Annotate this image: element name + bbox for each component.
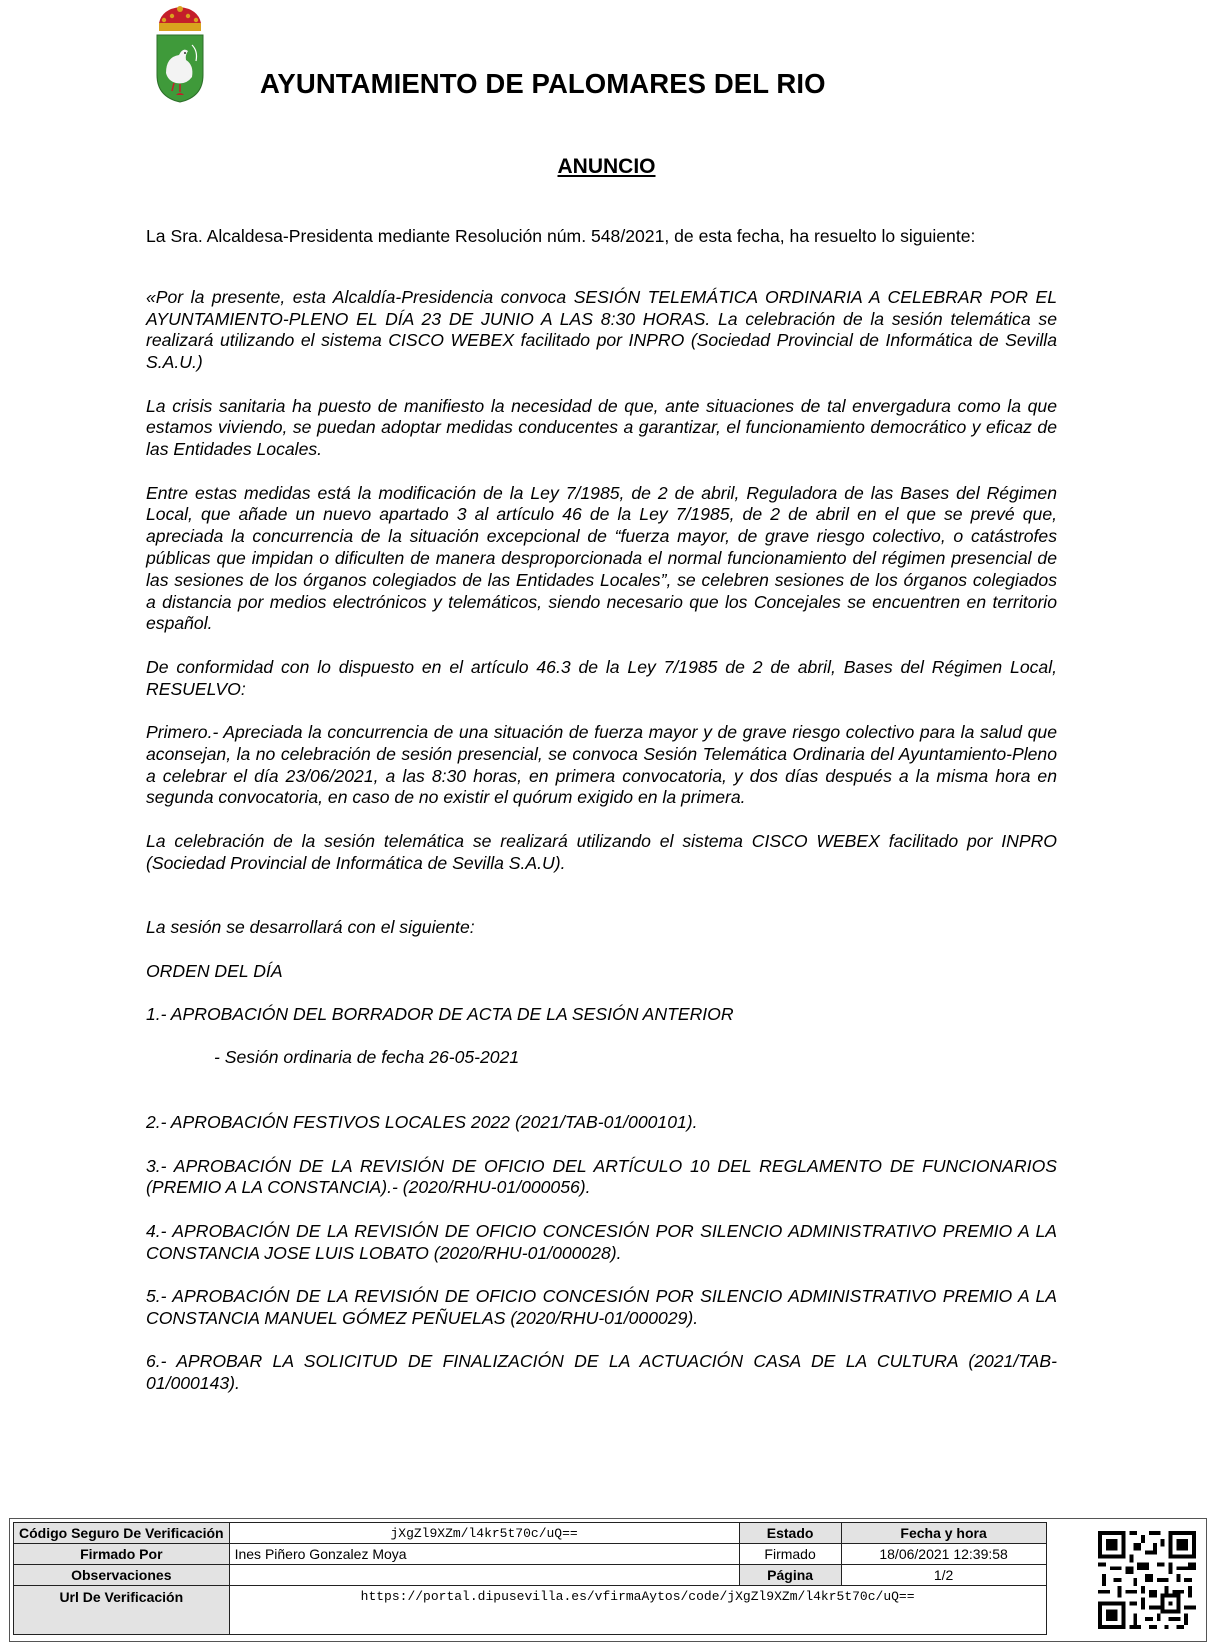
code-value: jXgZl9XZm/l4kr5t70c/uQ==: [229, 1523, 739, 1544]
verification-url[interactable]: https://portal.dipusevilla.es/vfirmaAytos/code/jXgZl9XZm/l4kr5t70c/uQ==: [229, 1586, 1046, 1635]
paragraph-session-intro: La sesión se desarrollará con el siguiente:: [146, 917, 475, 938]
verification-table: [13, 1522, 1047, 1635]
agenda-item: 5.- APROBACIÓN DE LA REVISIÓN DE OFICIO CONCESIÓN POR SILENCIO ADMINISTRATIVO PREMIO A LA CONSTANCIA MANUEL GÓMEZ PEÑUELAS (2020/RHU-01/000029).: [146, 1286, 1057, 1328]
observations-value: [229, 1565, 739, 1586]
paragraph-convocation: «Por la presente, esta Alcaldía-Presidencia convoca SESIÓN TELEMÁTICA ORDINARIA A CELEBRAR POR EL AYUNTAMIENTO-PLENO EL DÍA 23 DE JUNIO A LAS 8:30 HORAS. La celebración de la sesión telemática se realizará utilizando el sistema CISCO WEBEX facilitado por INPRO (Sociedad Provincial de Informática de Sevilla S.A.U.): [146, 286, 1057, 373]
agenda-item: 2.- APROBACIÓN FESTIVOS LOCALES 2022 (2021/TAB-01/000101).: [146, 1112, 698, 1133]
intro-paragraph: La Sra. Alcaldesa-Presidenta mediante Resolución núm. 548/2021, de esta fecha, ha resuelto lo siguiente:: [146, 226, 976, 246]
qr-code-icon: [1098, 1531, 1196, 1629]
agenda-heading: ORDEN DEL DÍA: [146, 960, 283, 981]
agenda-subitem: - Sesión ordinaria de fecha 26-05-2021: [214, 1047, 520, 1068]
signed-by-label: Firmado Por: [14, 1544, 230, 1565]
page-label: Página: [739, 1565, 841, 1586]
paragraph-resolution: De conformidad con lo dispuesto en el artículo 46.3 de la Ley 7/1985 de 2 de abril, Bases del Régimen Local, RESUELVO:: [146, 656, 1057, 699]
document-title: ANUNCIO: [557, 155, 656, 178]
agenda-item: 6.- APROBAR LA SOLICITUD DE FINALIZACIÓN DE LA ACTUACIÓN CASA DE LA CULTURA (2021/TAB-01/000143).: [146, 1351, 1057, 1394]
paragraph-webex: La celebración de la sesión telemática se realizará utilizando el sistema CISCO WEBEX facilitado por INPRO (Sociedad Provincial de Informática de Sevilla S.A.U).: [146, 830, 1057, 873]
agenda-item: 4.- APROBACIÓN DE LA REVISIÓN DE OFICIO CONCESIÓN POR SILENCIO ADMINISTRATIVO PREMIO A LA CONSTANCIA JOSE LUIS LOBATO (2020/RHU-01/000028).: [146, 1220, 1057, 1263]
paragraph-health-crisis: La crisis sanitaria ha puesto de manifiesto la necesidad de que, ante situaciones de tal envergadura como la que estamos viviendo, se puedan adoptar medidas conducentes a garantizar, el funcionamiento democrático y eficaz de las Entidades Locales.: [146, 395, 1057, 460]
coat-of-arms-icon: [152, 5, 208, 105]
datetime-value: 18/06/2021 12:39:58: [841, 1544, 1046, 1565]
agenda-item: 1.- APROBACIÓN DEL BORRADOR DE ACTA DE LA SESIÓN ANTERIOR: [146, 1004, 734, 1025]
datetime-label: Fecha y hora: [841, 1523, 1046, 1544]
status-label: Estado: [739, 1523, 841, 1544]
code-label: Código Seguro De Verificación: [14, 1523, 230, 1544]
organization-title: AYUNTAMIENTO DE PALOMARES DEL RIO: [260, 68, 826, 99]
verification-footer: [9, 1518, 1207, 1642]
observations-label: Observaciones: [14, 1565, 230, 1586]
paragraph-first-point: Primero.- Apreciada la concurrencia de una situación de fuerza mayor y de grave riesgo colectivo para la salud que aconsejan, la no celebración de sesión presencial, se convoca Sesión Telemática Ordinaria del Ayuntamiento-Pleno a celebrar el día 23/06/2021, a las 8:30 horas, en primera convocatoria, y dos días después a la misma hora en segunda convocatoria, en caso de no existir el quórum exigido en la primera.: [146, 721, 1057, 808]
document-body: [146, 226, 1057, 1395]
paragraph-legal-basis: Entre estas medidas está la modificación de la Ley 7/1985, de 2 de abril, Reguladora de las Bases del Régimen Local, que añade un nuevo apartado 3 al artículo 46 de la Ley 7/1985, de 2 de abril en el que se prevé que, apreciada la concurrencia de la situación excepcional de “fuerza mayor, de grave riesgo colectivo, o catástrofes públicas que impidan o dificulten de manera desproporcionada el normal funcionamiento del régimen presencial de las sesiones de los órganos colegiados de las Entidades Locales”, se celebren sesiones de los órganos colegiados a distancia por medios electrónicos y telemáticos, siendo necesario que los Concejales se encuentren en territorio español.: [146, 482, 1057, 634]
agenda-item: 3.- APROBACIÓN DE LA REVISIÓN DE OFICIO DEL ARTÍCULO 10 DEL REGLAMENTO DE FUNCIONARIOS (PREMIO A LA CONSTANCIA).- (2020/RHU-01/000056).: [146, 1155, 1057, 1198]
signed-by-value: Ines Piñero Gonzalez Moya: [229, 1544, 739, 1565]
page-value: 1/2: [841, 1565, 1046, 1586]
url-label: Url De Verificación: [14, 1586, 230, 1635]
status-value: Firmado: [739, 1544, 841, 1565]
